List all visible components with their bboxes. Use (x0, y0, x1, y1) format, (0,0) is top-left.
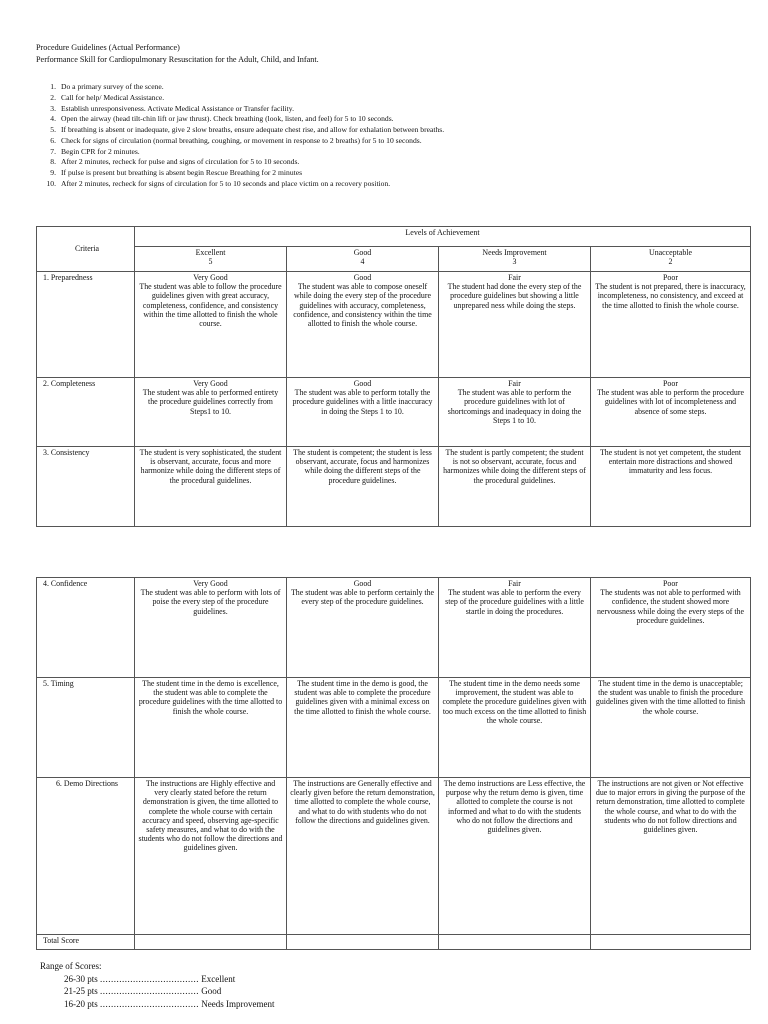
rubric-cell: The instructions are Highly effective and very clearly stated before the return demonstration is given, the time allotted to complete the whole course with certain accuracy and speed, observing age-specific safety measures, and what to do with the students who do not follow the directions and guidelines given. (135, 778, 287, 935)
step-text: Begin CPR for 2 minutes. (61, 146, 140, 156)
criterion-label: 1. Preparedness (37, 272, 135, 378)
rubric-cell: Good The student was able to perform totally the procedure guidelines with a little inaccuracy in doing the Steps 1 to 10. (287, 378, 439, 447)
total-score-label: Total Score (37, 935, 135, 950)
rubric-cell: The student is partly competent; the student is not so observant, accurate, focus and harmonizes while doing the different steps of the procedural guidelines. (439, 447, 591, 527)
step-text: Check for signs of circulation (normal breathing, coughing, or movement in response to 2 breaths) for 5 to 10 seconds. (61, 135, 422, 145)
rubric-cell: The instructions are Generally effective and clearly given before the return demonstration, time allotted to complete the whole course, and what to do with students who do not follow the directions and guidelines given. (287, 778, 439, 935)
procedure-step (42, 179, 444, 190)
header-subtitle: Performance Skill for Cardiopulmonary Resuscitation for the Adult, Child, and Infant. (36, 54, 319, 64)
rubric-cell: The student is competent; the student is less observant, accurate, focus and harmonizes while doing the different steps of the procedure guidelines. (287, 447, 439, 527)
procedure-step (42, 114, 444, 125)
step-number: 7. (50, 146, 56, 156)
procedure-step (42, 136, 444, 147)
table-row (37, 578, 751, 678)
range-points: 21-25 pts (64, 986, 98, 996)
table-row (37, 378, 751, 447)
step-text: Call for help/ Medical Assistance. (61, 92, 165, 102)
rubric-table-part1 (36, 226, 751, 527)
step-text: Establish unresponsiveness. Activate Medical Assistance or Transfer facility. (61, 103, 294, 113)
step-number: 1. (50, 82, 56, 91)
rubric-cell: Very Good The student was able to performed entirety the procedure guidelines correctly from Steps1 to 10. (135, 378, 287, 447)
rubric-cell: The student is not yet competent, the student entertain more distractions and showed immaturity and less focus. (591, 447, 751, 527)
criterion-label: 2. Completeness (37, 378, 135, 447)
table-row (37, 778, 751, 935)
rubric-cell: The instructions are not given or Not effective due to major errors in giving the purpose of the return demonstration, time allotted to complete the whole course, and what to do with the students who do not follow directions and guidelines given. (591, 778, 751, 935)
rubric-cell: Fair The student was able to perform the procedure guidelines with lot of shortcomings and inadequacy in doing the Steps 1 to 10. (439, 378, 591, 447)
level-excellent: Excellent 5 (135, 247, 287, 272)
rubric-cell: The student is very sophisticated, the student is observant, accurate, focus and more harmonize while doing the different steps of the procedural guidelines. (135, 447, 287, 527)
criteria-header: Criteria (37, 227, 135, 272)
header-title: Procedure Guidelines (Actual Performance) (36, 43, 180, 52)
range-dots: .................................... (100, 973, 199, 984)
range-label: Excellent (201, 973, 236, 984)
levels-header: Levels of Achievement (135, 227, 751, 247)
step-text: If pulse is present but breathing is absent begin Rescue Breathing for 2 minutes (61, 168, 303, 177)
rubric-cell: The student time in the demo is unacceptable; the student was unable to finish the procedure guidelines given with the time allotted to finish the whole course. (591, 678, 751, 778)
level-unacceptable: Unacceptable 2 (591, 247, 751, 272)
procedure-step (42, 125, 444, 136)
total-score-cell (591, 935, 751, 950)
range-row (64, 998, 274, 1011)
total-score-row (37, 935, 751, 950)
rubric-cell: Poor The student is not prepared, there is inaccuracy, incompleteness, no consistency, and exceed at the time allotted to finish the whole course. (591, 272, 751, 378)
range-label: Needs Improvement (201, 998, 275, 1009)
procedure-step (42, 104, 444, 115)
criterion-label: 3. Consistency (37, 447, 135, 527)
rubric-cell: Poor The student was able to perform the procedure guidelines with lot of incompleteness and absence of some steps. (591, 378, 751, 447)
rubric-cell: Good The student was able to perform certainly the every step of the procedure guidelines. (287, 578, 439, 678)
rubric-cell: Fair The student was able to perform the every step of the procedure guidelines with a little startle in doing the procedures. (439, 578, 591, 678)
step-number: 10. (46, 178, 56, 188)
criterion-label: 4. Confidence (37, 578, 135, 678)
table-row (37, 272, 751, 378)
step-number: 3. (50, 103, 56, 113)
range-points: 26-30 pts (64, 973, 98, 984)
rubric-cell: The student time in the demo is good, the student was able to complete the procedure guidelines given with a minimal excess on the time allotted to finish the whole course. (287, 678, 439, 778)
rubric-cell: Fair The student had done the every step of the procedure guidelines but showing a little unprepared ness while doing the steps. (439, 272, 591, 378)
procedure-steps-list (42, 82, 444, 190)
procedure-step (42, 168, 444, 179)
rubric-cell: The demo instructions are Less effective, the purpose why the return demo is given, time allotted to complete the course is not informed and what to do with the students who do not follow the directions and guidelines given. (439, 778, 591, 935)
step-text: If breathing is absent or inadequate, give 2 slow breaths, ensure adequate chest rise, and allow for exhalation between breaths. (61, 125, 445, 134)
range-points: 16-20 pts (64, 998, 98, 1009)
total-score-cell (287, 935, 439, 950)
step-text: Open the airway (head tilt-chin lift or jaw thrust). Check breathing (look, listen, and feel) for 5 to 10 seconds. (61, 114, 394, 124)
step-text: After 2 minutes, recheck for pulse and signs of circulation for 5 to 10 seconds. (61, 157, 300, 167)
step-text: After 2 minutes, recheck for signs of circulation for 5 to 10 seconds and place victim on a recovery position. (61, 178, 391, 188)
step-number: 6. (50, 135, 56, 145)
procedure-step (42, 147, 444, 158)
criterion-label: 6. Demo Directions (37, 778, 135, 935)
rubric-cell: Good The student was able to compose oneself while doing the every step of the procedure guidelines with accuracy, completeness, confidence, and consistency within the time allotted to finish the whole course. (287, 272, 439, 378)
total-score-cell (439, 935, 591, 950)
range-title: Range of Scores: (40, 961, 102, 971)
step-number: 2. (50, 92, 56, 102)
procedure-step (42, 157, 444, 168)
rubric-cell: The student time in the demo is excellence, the student was able to complete the procedure guidelines with the time allotted to finish the whole course. (135, 678, 287, 778)
table-header-row (37, 227, 751, 247)
procedure-step (42, 93, 444, 104)
step-number: 5. (50, 125, 56, 134)
step-number: 9. (50, 168, 56, 177)
step-text: Do a primary survey of the scene. (61, 82, 164, 91)
level-good: Good 4 (287, 247, 439, 272)
range-dots: .................................... (100, 998, 199, 1009)
level-needs-improvement: Needs Improvement 3 (439, 247, 591, 272)
rubric-cell: Very Good The student was able to perform with lots of poise the every step of the procedure guidelines. (135, 578, 287, 678)
step-number: 4. (50, 114, 56, 124)
criterion-label: 5. Timing (37, 678, 135, 778)
range-row (64, 985, 274, 998)
rubric-table-part2 (36, 577, 751, 950)
rubric-cell: Poor The students was not able to performed with confidence, the student showed more nervousness while doing the every steps of the procedure guidelines. (591, 578, 751, 678)
table-row (37, 447, 751, 527)
levels-row (37, 247, 751, 272)
range-of-scores (40, 960, 274, 1010)
document-header (36, 42, 319, 65)
rubric-cell: The student time in the demo needs some improvement, the student was able to complete the procedure guidelines given with too much excess on the time allotted to finish the whole course. (439, 678, 591, 778)
range-label: Good (201, 986, 222, 996)
total-score-cell (135, 935, 287, 950)
table-row (37, 678, 751, 778)
procedure-step (42, 82, 444, 93)
rubric-cell: Very Good The student was able to follow the procedure guidelines given with great accuracy, completeness, confidence, and consistency within the time allotted to finish the whole course. (135, 272, 287, 378)
step-number: 8. (50, 157, 56, 167)
range-dots: .................................... (100, 986, 199, 996)
range-row (64, 973, 274, 986)
